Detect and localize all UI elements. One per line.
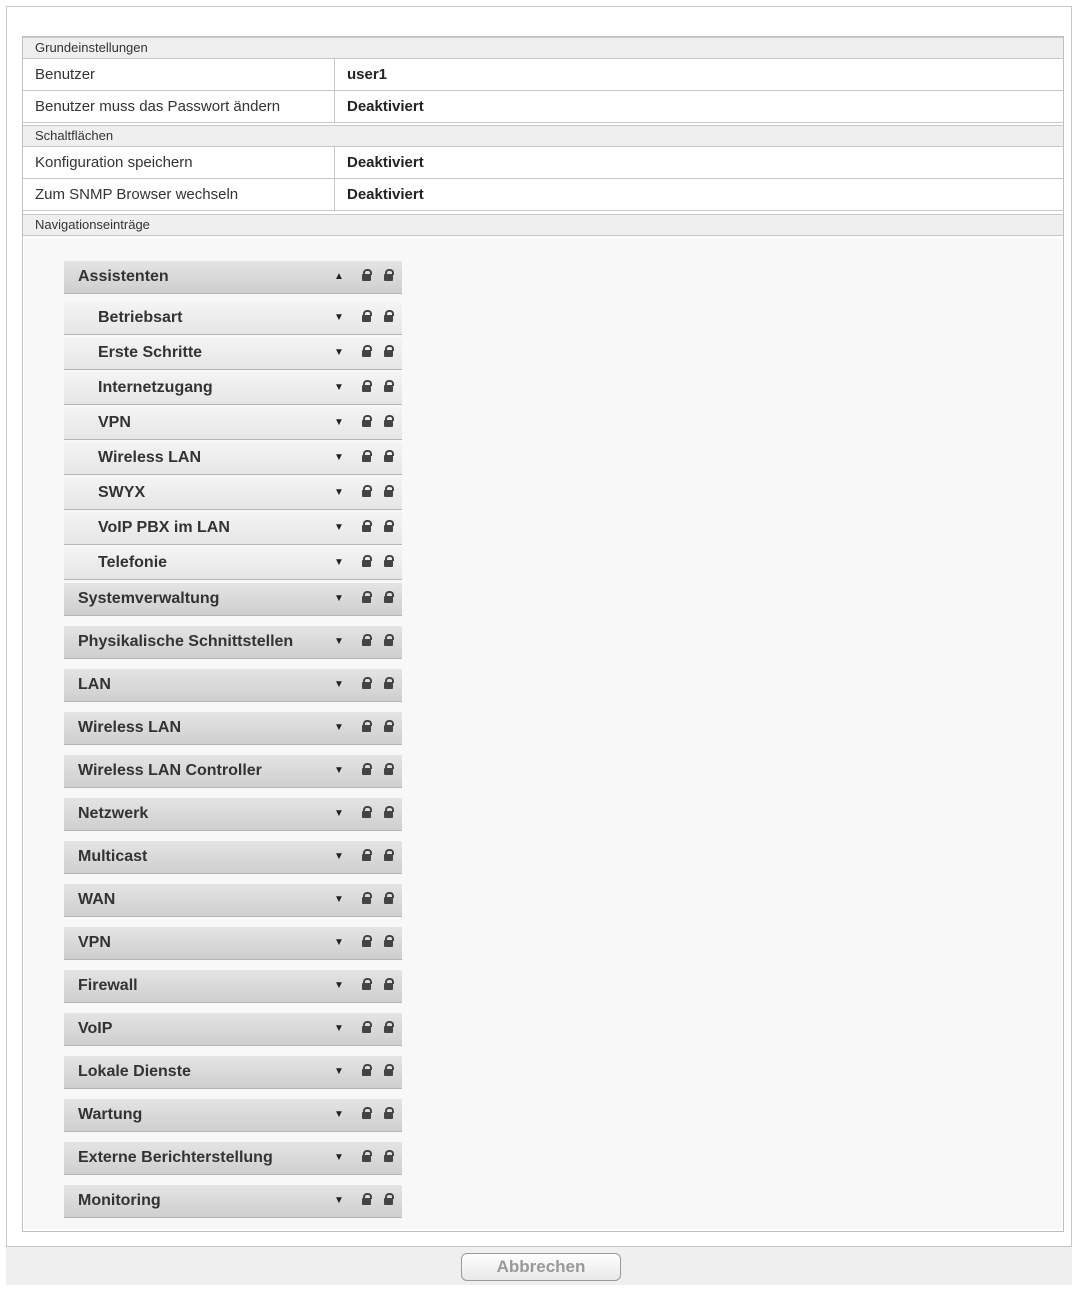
nav-label: Monitoring <box>78 1192 161 1209</box>
lock-icon[interactable] <box>384 520 393 530</box>
nav-item-lan[interactable] <box>64 669 402 702</box>
cancel-button[interactable]: Abbrechen <box>461 1253 621 1281</box>
lock-icon[interactable] <box>384 591 393 601</box>
footer-bar <box>6 1246 1072 1285</box>
chevron-down-icon[interactable]: ▼ <box>334 487 344 498</box>
nav-subitem[interactable] <box>64 477 402 510</box>
row-value[interactable]: Deaktiviert <box>347 154 424 171</box>
chevron-down-icon[interactable]: ▼ <box>334 765 344 776</box>
row-value[interactable]: Deaktiviert <box>347 98 424 115</box>
lock-icon[interactable] <box>384 978 393 988</box>
nav-label: Betriebsart <box>98 309 183 326</box>
chevron-down-icon[interactable]: ▼ <box>334 851 344 862</box>
lock-icon[interactable] <box>362 380 371 390</box>
lock-icon[interactable] <box>384 892 393 902</box>
row-value[interactable]: Deaktiviert <box>347 186 424 203</box>
lock-icon[interactable] <box>362 763 371 773</box>
lock-icon[interactable] <box>362 415 371 425</box>
chevron-down-icon[interactable]: ▼ <box>334 1023 344 1034</box>
nav-item-wireless-lan[interactable] <box>64 712 402 745</box>
nav-item-assistants[interactable] <box>64 261 402 294</box>
lock-icon[interactable] <box>362 806 371 816</box>
lock-icon[interactable] <box>362 555 371 565</box>
chevron-down-icon[interactable]: ▼ <box>334 417 344 428</box>
lock-icon[interactable] <box>362 978 371 988</box>
row-label: Benutzer muss das Passwort ändern <box>35 98 281 115</box>
nav-label: VPN <box>98 414 131 431</box>
lock-icon[interactable] <box>384 634 393 644</box>
nav-label: Wireless LAN <box>98 449 201 466</box>
chevron-down-icon[interactable]: ▼ <box>334 557 344 568</box>
nav-item-firewall[interactable] <box>64 970 402 1003</box>
nav-item-wan[interactable] <box>64 884 402 917</box>
lock-icon[interactable] <box>362 345 371 355</box>
lock-icon[interactable] <box>384 380 393 390</box>
lock-icon[interactable] <box>362 892 371 902</box>
nav-subitem[interactable] <box>64 372 402 405</box>
navigation-tree <box>24 239 1062 1229</box>
nav-label: Internetzugang <box>98 379 213 396</box>
lock-icon[interactable] <box>362 1021 371 1031</box>
row-snmp-browser <box>23 179 1063 211</box>
chevron-down-icon[interactable]: ▼ <box>334 808 344 819</box>
nav-label: VPN <box>78 934 111 951</box>
nav-label: Netzwerk <box>78 805 149 822</box>
nav-subitem[interactable] <box>64 442 402 475</box>
chevron-down-icon[interactable]: ▼ <box>334 679 344 690</box>
row-save-config <box>23 147 1063 179</box>
lock-icon[interactable] <box>384 555 393 565</box>
lock-icon[interactable] <box>362 1193 371 1203</box>
nav-label: SWYX <box>98 484 146 501</box>
nav-item-local-services[interactable] <box>64 1056 402 1089</box>
lock-icon[interactable] <box>362 634 371 644</box>
nav-item-network[interactable] <box>64 798 402 831</box>
nav-subitem[interactable] <box>64 407 402 440</box>
lock-icon[interactable] <box>362 269 371 279</box>
chevron-down-icon[interactable]: ▼ <box>334 1109 344 1120</box>
lock-icon[interactable] <box>362 935 371 945</box>
lock-icon[interactable] <box>362 591 371 601</box>
row-value[interactable]: user1 <box>347 66 388 83</box>
row-label: Benutzer <box>35 66 96 83</box>
nav-label: Externe Berichterstellung <box>78 1149 273 1166</box>
nav-label: Wartung <box>78 1106 143 1123</box>
lock-icon[interactable] <box>384 1021 393 1031</box>
chevron-down-icon[interactable]: ▼ <box>334 722 344 733</box>
nav-item-vpn[interactable] <box>64 927 402 960</box>
lock-icon[interactable] <box>384 485 393 495</box>
chevron-down-icon[interactable]: ▼ <box>334 1066 344 1077</box>
chevron-down-icon[interactable]: ▼ <box>334 894 344 905</box>
divider <box>334 147 335 178</box>
nav-label: Physikalische Schnittstellen <box>78 633 294 650</box>
lock-icon[interactable] <box>362 1150 371 1160</box>
chevron-down-icon[interactable]: ▼ <box>334 382 344 393</box>
nav-label: Telefonie <box>98 554 168 571</box>
nav-label: VoIP <box>78 1020 113 1037</box>
lock-icon[interactable] <box>384 415 393 425</box>
lock-icon[interactable] <box>384 806 393 816</box>
lock-icon[interactable] <box>362 450 371 460</box>
divider <box>334 91 335 122</box>
nav-label: Erste Schritte <box>98 344 203 361</box>
lock-icon[interactable] <box>362 677 371 687</box>
lock-icon[interactable] <box>362 849 371 859</box>
lock-icon[interactable] <box>362 520 371 530</box>
nav-item-maintenance[interactable] <box>64 1099 402 1132</box>
nav-item-voip[interactable] <box>64 1013 402 1046</box>
nav-label: Wireless LAN Controller <box>78 762 262 779</box>
section-header-basic: Grundeinstellungen <box>23 37 1063 59</box>
chevron-down-icon[interactable]: ▼ <box>334 312 344 323</box>
lock-icon[interactable] <box>384 849 393 859</box>
lock-icon[interactable] <box>384 720 393 730</box>
lock-icon[interactable] <box>384 677 393 687</box>
nav-label: WAN <box>78 891 116 908</box>
section-header-navigation: Navigationseinträge <box>23 214 1063 236</box>
nav-label: Multicast <box>78 848 148 865</box>
chevron-down-icon[interactable]: ▼ <box>334 636 344 647</box>
nav-item-physical-interfaces[interactable] <box>64 626 402 659</box>
chevron-down-icon[interactable]: ▼ <box>334 522 344 533</box>
chevron-down-icon[interactable]: ▼ <box>334 1152 344 1163</box>
lock-icon[interactable] <box>362 485 371 495</box>
nav-subitem[interactable] <box>64 547 402 580</box>
lock-icon[interactable] <box>384 345 393 355</box>
nav-label: Wireless LAN <box>78 719 181 736</box>
nav-subitem[interactable] <box>64 337 402 370</box>
lock-icon[interactable] <box>384 763 393 773</box>
lock-icon[interactable] <box>384 1193 393 1203</box>
lock-icon[interactable] <box>384 935 393 945</box>
nav-item-wireless-lan-controller[interactable] <box>64 755 402 788</box>
nav-label: Assistenten <box>78 268 169 285</box>
nav-label: Lokale Dienste <box>78 1063 191 1080</box>
nav-label: Firewall <box>78 977 138 994</box>
lock-icon[interactable] <box>384 1107 393 1117</box>
chevron-down-icon[interactable]: ▼ <box>334 980 344 991</box>
chevron-down-icon[interactable]: ▼ <box>334 347 344 358</box>
divider <box>334 179 335 210</box>
row-label: Konfiguration speichern <box>35 154 193 171</box>
chevron-up-icon[interactable]: ▲ <box>334 271 344 282</box>
lock-icon[interactable] <box>362 310 371 320</box>
row-label: Zum SNMP Browser wechseln <box>35 186 239 203</box>
nav-label: Systemverwaltung <box>78 590 220 607</box>
divider <box>334 59 335 90</box>
lock-icon[interactable] <box>384 310 393 320</box>
nav-item-multicast[interactable] <box>64 841 402 874</box>
chevron-down-icon[interactable]: ▼ <box>334 937 344 948</box>
lock-icon[interactable] <box>384 1064 393 1074</box>
lock-icon[interactable] <box>362 720 371 730</box>
lock-icon[interactable] <box>384 269 393 279</box>
chevron-down-icon[interactable]: ▼ <box>334 452 344 463</box>
lock-icon[interactable] <box>384 450 393 460</box>
row-user <box>23 59 1063 91</box>
chevron-down-icon[interactable]: ▼ <box>334 1195 344 1206</box>
nav-item-system-management[interactable] <box>64 583 402 616</box>
nav-label: LAN <box>78 676 111 693</box>
chevron-down-icon[interactable]: ▼ <box>334 593 344 604</box>
nav-item-monitoring[interactable] <box>64 1185 402 1218</box>
row-must-change-password <box>23 91 1063 123</box>
lock-icon[interactable] <box>384 1150 393 1160</box>
lock-icon[interactable] <box>362 1064 371 1074</box>
nav-item-external-reporting[interactable] <box>64 1142 402 1175</box>
nav-label: VoIP PBX im LAN <box>98 519 230 536</box>
nav-subitem[interactable] <box>64 512 402 545</box>
lock-icon[interactable] <box>362 1107 371 1117</box>
section-header-buttons: Schaltflächen <box>23 125 1063 147</box>
nav-subitem[interactable] <box>64 302 402 335</box>
settings-panel <box>22 36 1064 1232</box>
